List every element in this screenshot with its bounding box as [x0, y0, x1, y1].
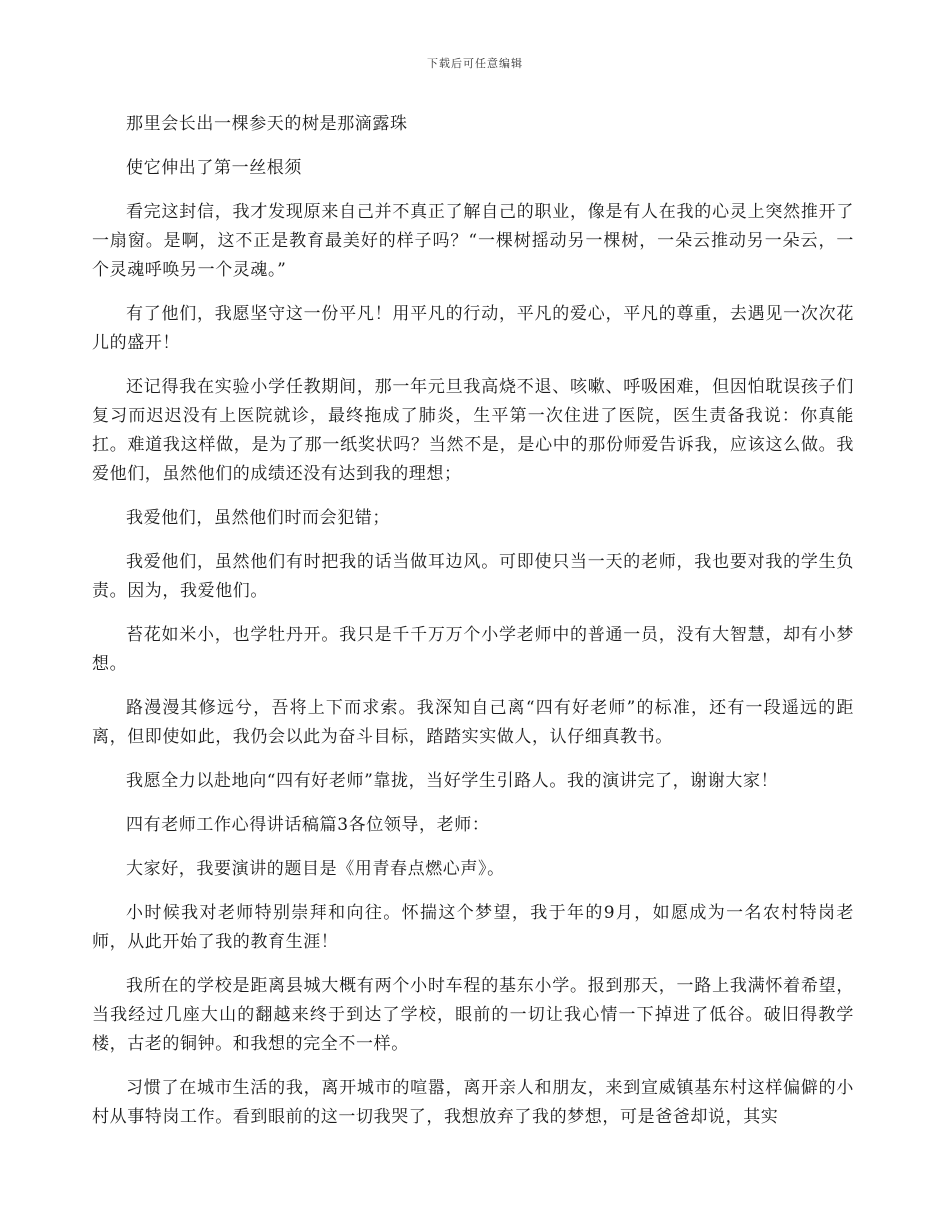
paragraph: 我所在的学校是距离县城大概有两个小时车程的基东小学。报到那天，一路上我满怀着希望，当我经过几座大山的翻越来终于到达了学校，眼前的一切让我心情一下掉进了低谷。破旧得教学楼，古老的铜钟。和我想的完全不一样。	[92, 976, 854, 1054]
page-header: 下载后可任意编辑	[427, 57, 523, 70]
paragraph: 使它伸出了第一丝根须	[126, 158, 302, 178]
paragraph: 有了他们，我愿坚守这一份平凡！用平凡的行动，平凡的爱心，平凡的尊重，去遇见一次次花儿的盛开！	[92, 304, 854, 353]
paragraph: 路漫漫其修远兮，吾将上下而求索。我深知自己离“四有好老师”的标准，还有一段遥远的距离，但即使如此，我仍会以此为奋斗目标，踏踏实实做人，认仔细真教书。	[92, 698, 854, 747]
document-body	[92, 110, 854, 1147]
paragraph: 小时候我对老师特别崇拜和向往。怀揣这个梦望，我于年的9月，如愿成为一名农村特岗老师，从此开始了我的教育生涯！	[92, 903, 854, 952]
paragraph: 那里会长出一棵参天的树是那滴露珠	[126, 114, 408, 134]
paragraph: 习惯了在城市生活的我，离开城市的喧嚣，离开亲人和朋友，来到宣威镇基东村这样偏僻的小村从事特岗工作。看到眼前的这一切我哭了，我想放弃了我的梦想，可是爸爸却说，其实	[92, 1078, 854, 1127]
paragraph: 我愿全力以赴地向“四有好老师”靠拢，当好学生引路人。我的演讲完了，谢谢大家！	[126, 771, 779, 791]
paragraph: 还记得我在实验小学任教期间，那一年元旦我高烧不退、咳嗽、呼吸困难，但因怕耽误孩子们复习而迟迟没有上医院就诊，最终拖成了肺炎，生平第一次住进了医院，医生责备我说：你真能扛。难道我这样做，是为了那一纸奖状吗？当然不是，是心中的那份师爱告诉我，应该这么做。我爱他们，虽然他们的成绩还没有达到我的理想；	[92, 377, 854, 484]
paragraph: 苔花如米小，也学牡丹开。我只是千千万万个小学老师中的普通一员，没有大智慧，却有小梦想。	[92, 625, 854, 674]
paragraph: 我爱他们，虽然他们有时把我的话当做耳边风。可即使只当一天的老师，我也要对我的学生负责。因为，我爱他们。	[92, 552, 854, 601]
paragraph: 四有老师工作心得讲话稿篇3各位领导，老师：	[126, 815, 490, 835]
paragraph: 我爱他们，虽然他们时而会犯错；	[126, 508, 390, 528]
paragraph: 看完这封信，我才发现原来自己并不真正了解自己的职业，像是有人在我的心灵上突然推开了一扇窗。是啊，这不正是教育最美好的样子吗？“一棵树摇动另一棵树，一朵云推动另一朵云，一个灵魂呼唤另一个灵魂。”	[92, 202, 854, 280]
paragraph: 大家好，我要演讲的题目是《用青春点燃心声》。	[126, 859, 505, 879]
